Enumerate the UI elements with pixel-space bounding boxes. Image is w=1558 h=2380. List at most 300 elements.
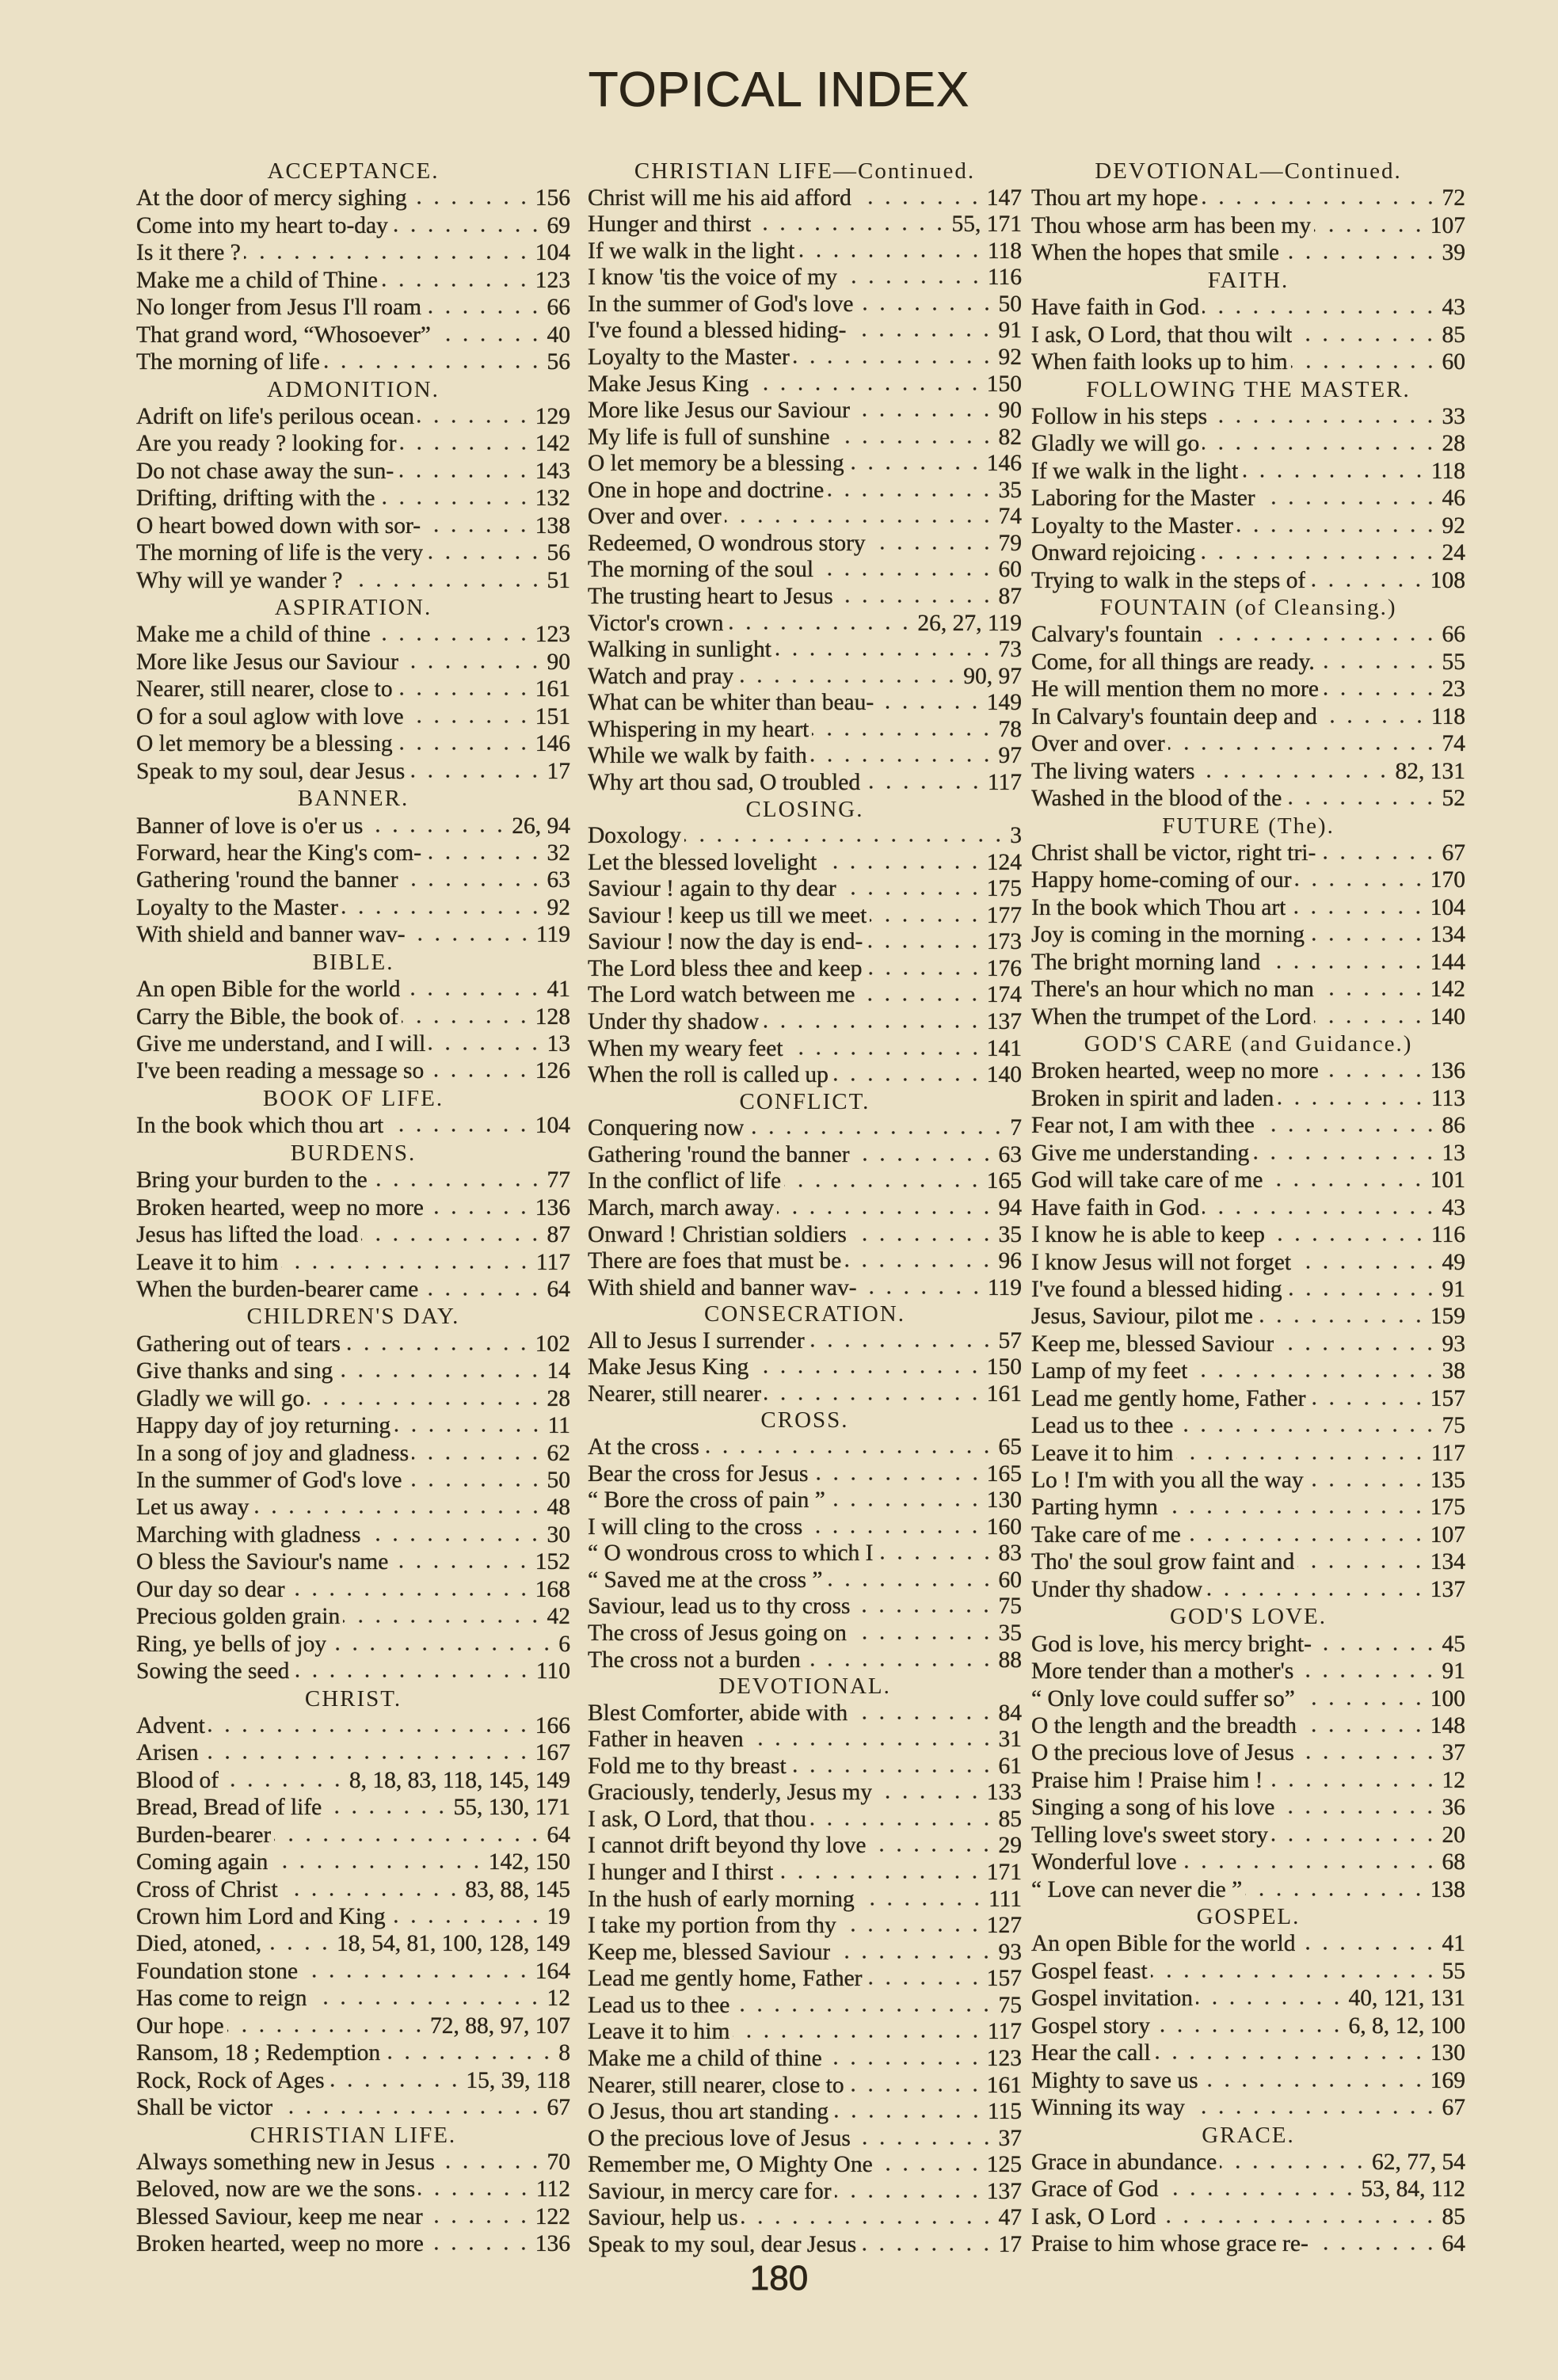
entry-title: I know Jesus will not forget xyxy=(1031,1249,1292,1275)
index-entry xyxy=(136,1222,570,1247)
entry-page-numbers: 104 xyxy=(535,1113,570,1139)
entry-page-numbers: 38 xyxy=(1442,1358,1465,1384)
dot-leader xyxy=(825,2061,984,2066)
entry-title: The cross of Jesus going on xyxy=(588,1620,847,1646)
index-entry xyxy=(588,1195,1022,1220)
section-heading: CLOSING. xyxy=(745,796,864,822)
entry-page-numbers: 47 xyxy=(998,2205,1022,2231)
dot-leader xyxy=(1220,2165,1369,2169)
entry-page-numbers: 85 xyxy=(1442,2203,1465,2230)
entry-page-numbers: 82, 131 xyxy=(1395,758,1465,784)
entry-title: God is love, his mercy bright- xyxy=(1031,1631,1312,1657)
section-heading: ASPIRATION. xyxy=(274,595,432,620)
entry-title: There's an hour which no man xyxy=(1031,977,1314,1003)
entry-page-numbers: 75 xyxy=(998,1992,1022,2018)
entry-title: Why will ye wander ? xyxy=(136,567,343,593)
entry-title: Make Jesus King xyxy=(588,371,749,397)
entry-page-numbers: 35 xyxy=(998,1620,1022,1646)
entry-page-numbers: 6 xyxy=(558,1631,570,1657)
index-entry xyxy=(588,1594,1022,1619)
entry-page-numbers: 53, 84, 112 xyxy=(1361,2176,1465,2203)
index-entry xyxy=(136,2176,570,2202)
entry-page-numbers: 161 xyxy=(535,676,570,703)
entry-page-numbers: 40, 121, 131 xyxy=(1348,1986,1465,2012)
dot-leader xyxy=(762,1024,983,1029)
entry-page-numbers: 136 xyxy=(535,1194,570,1220)
entry-title: Banner of love is o'er us xyxy=(136,813,364,839)
entry-page-numbers: 30 xyxy=(547,1521,570,1548)
entry-page-numbers: 50 xyxy=(547,1468,570,1493)
entry-page-numbers: 65 xyxy=(998,1434,1022,1460)
entry-page-numbers: 146 xyxy=(986,451,1022,477)
dot-leader xyxy=(409,937,533,942)
index-entry xyxy=(136,1795,570,1820)
entry-title: Singing a song of his love xyxy=(1031,1795,1275,1821)
entry-title: Saviour, in mercy care for xyxy=(588,2178,832,2204)
dot-leader xyxy=(787,1051,984,1056)
dot-leader xyxy=(1252,1156,1438,1160)
entry-title: Victor's crown xyxy=(588,610,724,636)
entry-title: Let the blessed lovelight xyxy=(588,849,817,875)
dot-leader xyxy=(364,1537,543,1542)
entry-title: Drifting, drifting with the xyxy=(136,486,375,512)
index-entry xyxy=(588,1993,1022,2018)
entry-title: In Calvary's fountain deep and xyxy=(1031,703,1317,729)
dot-leader xyxy=(389,1919,544,1924)
entry-page-numbers: 41 xyxy=(547,977,570,1003)
entry-page-numbers: 70 xyxy=(547,2149,570,2175)
section-heading: FUTURE (The). xyxy=(1162,813,1335,839)
entry-page-numbers: 166 xyxy=(535,1712,570,1738)
index-entry xyxy=(136,1740,570,1765)
entry-page-numbers: 108 xyxy=(1430,567,1465,593)
index-entry xyxy=(588,1487,1022,1513)
entry-title: All to Jesus I surrender xyxy=(588,1327,805,1354)
dot-leader xyxy=(829,1502,984,1507)
dot-leader xyxy=(394,1428,544,1433)
index-entry xyxy=(588,1275,1022,1300)
dot-leader xyxy=(836,599,996,604)
index-entry xyxy=(1031,649,1465,675)
dot-leader xyxy=(754,227,948,231)
index-entry xyxy=(588,1222,1022,1247)
index-entry xyxy=(1031,1277,1465,1302)
dot-leader xyxy=(425,855,543,860)
entry-page-numbers: 104 xyxy=(535,240,570,266)
dot-leader xyxy=(1206,1592,1427,1597)
dot-leader xyxy=(281,1892,463,1897)
entry-title: I take my portion from thy xyxy=(588,1913,836,1939)
entry-page-numbers: 85 xyxy=(998,1806,1022,1832)
index-entry xyxy=(588,1620,1022,1646)
dot-leader xyxy=(1180,1864,1439,1869)
entry-page-numbers: 62, 77, 54 xyxy=(1372,2149,1465,2175)
index-entry xyxy=(588,398,1022,423)
index-entry xyxy=(136,1250,570,1275)
entry-title: Broken hearted, weep no more xyxy=(1031,1058,1319,1084)
index-entry xyxy=(588,1913,1022,1938)
dot-leader xyxy=(725,519,996,524)
entry-page-numbers: 118 xyxy=(1430,703,1465,729)
dot-leader xyxy=(860,1290,985,1295)
index-entry xyxy=(1031,1549,1465,1575)
dot-leader xyxy=(806,1529,984,1534)
entry-title: Fold me to thy breast xyxy=(588,1753,787,1779)
dot-leader xyxy=(752,387,984,391)
dot-leader xyxy=(741,2220,996,2225)
dot-leader xyxy=(396,746,532,751)
dot-leader xyxy=(869,546,996,550)
entry-page-numbers: 87 xyxy=(547,1222,570,1248)
entry-title: Bring your burden to the xyxy=(136,1167,368,1194)
entry-page-numbers: 151 xyxy=(535,703,570,729)
dot-leader xyxy=(429,1046,543,1051)
entry-page-numbers: 55, 171 xyxy=(951,211,1022,238)
entry-page-numbers: 102 xyxy=(535,1331,570,1357)
dot-leader xyxy=(853,1157,996,1162)
entry-title: Beloved, now are we the sons xyxy=(136,2176,416,2203)
entry-page-numbers: 156 xyxy=(535,185,570,211)
entry-title: Advent xyxy=(136,1712,205,1738)
dot-leader xyxy=(1320,719,1428,724)
dot-leader xyxy=(427,1073,531,1078)
index-entry xyxy=(1031,1713,1465,1738)
dot-leader xyxy=(1285,801,1438,805)
entry-title: Saviour ! now the day is end- xyxy=(588,929,863,955)
index-entry xyxy=(136,1195,570,1220)
index-entry xyxy=(136,1331,570,1357)
entry-title: Have faith in God xyxy=(1031,295,1200,321)
dot-leader xyxy=(1188,2110,1439,2115)
section-heading: FAITH. xyxy=(1207,267,1289,293)
entry-title: In the summer of God's love xyxy=(136,1468,402,1493)
entry-title: Onward ! Christian soldiers xyxy=(588,1221,847,1247)
entry-page-numbers: 24 xyxy=(1442,540,1465,566)
entry-title: Make me a child of thine xyxy=(136,622,371,648)
dot-leader xyxy=(407,719,532,724)
index-entry xyxy=(588,1248,1022,1274)
entry-page-numbers: 136 xyxy=(1430,1058,1465,1084)
entry-title: In the book which thou art xyxy=(136,1113,384,1139)
entry-title: Lo ! I'm with you all the way xyxy=(1031,1468,1304,1493)
index-entry xyxy=(136,1386,570,1411)
entry-page-numbers: 140 xyxy=(1430,1003,1465,1030)
entry-page-numbers: 64 xyxy=(547,1276,570,1302)
entry-title: Redeemed, O wondrous story xyxy=(588,530,866,556)
entry-page-numbers: 26, 27, 119 xyxy=(917,610,1022,636)
dot-leader xyxy=(840,1928,984,1933)
index-entry xyxy=(588,1966,1022,1991)
entry-page-numbers: 97 xyxy=(998,743,1022,769)
entry-title: O Jesus, thou art standing xyxy=(588,2099,829,2125)
dot-leader xyxy=(827,493,995,497)
entry-title: Fear not, I am with thee xyxy=(1031,1113,1255,1139)
entry-page-numbers: 6, 8, 12, 100 xyxy=(1348,2013,1465,2039)
index-entry xyxy=(588,850,1022,875)
entry-title: What can be whiter than beau- xyxy=(588,690,874,716)
dot-leader xyxy=(1289,910,1427,915)
dot-leader xyxy=(1258,1128,1439,1133)
index-column-3 xyxy=(1031,158,1465,2257)
index-entry xyxy=(136,2095,570,2120)
dot-leader xyxy=(1202,446,1438,451)
dot-leader xyxy=(848,466,984,470)
index-entry xyxy=(588,451,1022,476)
entry-page-numbers: 48 xyxy=(547,1495,570,1521)
dot-leader xyxy=(361,1237,543,1242)
index-entry xyxy=(588,504,1022,529)
dot-leader xyxy=(737,679,960,684)
entry-title: “ O wondrous cross to which I xyxy=(588,1540,874,1567)
index-entry xyxy=(588,1540,1022,1566)
entry-title: Doxology xyxy=(588,823,681,849)
entry-title: Do not chase away the sun- xyxy=(136,458,394,484)
entry-page-numbers: 13 xyxy=(547,1031,570,1057)
dot-leader xyxy=(733,2034,984,2039)
entry-page-numbers: 104 xyxy=(1430,894,1465,920)
dot-leader xyxy=(810,758,996,763)
dot-leader xyxy=(1190,1373,1438,1378)
index-entry xyxy=(588,531,1022,556)
entry-page-numbers: 39 xyxy=(1442,240,1465,266)
entry-title: Nearer, still nearer xyxy=(588,1380,762,1407)
entry-page-numbers: 165 xyxy=(986,1168,1022,1194)
entry-title: Leave it to him xyxy=(136,1249,279,1275)
index-entry xyxy=(136,1468,570,1493)
index-column-2 xyxy=(588,158,1022,2257)
entry-page-numbers: 136 xyxy=(535,2231,570,2257)
dot-leader xyxy=(1307,1483,1427,1487)
section-heading: ACCEPTANCE. xyxy=(267,158,440,184)
index-entry xyxy=(1031,1331,1465,1357)
entry-page-numbers: 152 xyxy=(535,1549,570,1575)
entry-title: Gathering out of tears xyxy=(136,1331,341,1357)
entry-title: Whispering in my heart xyxy=(588,716,809,742)
dot-leader xyxy=(844,1263,995,1268)
entry-page-numbers: 96 xyxy=(998,1248,1022,1274)
index-entry xyxy=(136,2150,570,2175)
index-entry xyxy=(588,265,1022,290)
entry-page-numbers: 135 xyxy=(1430,1468,1465,1493)
dot-leader xyxy=(1202,2083,1427,2088)
index-entry xyxy=(1031,786,1465,811)
index-entry xyxy=(588,1062,1022,1087)
index-entry xyxy=(136,1986,570,2011)
entry-title: Saviour, help us xyxy=(588,2205,738,2231)
dot-leader xyxy=(850,1237,996,1242)
entry-title: Crown him Lord and King xyxy=(136,1904,386,1929)
entry-title: Precious golden grain xyxy=(136,1604,341,1630)
dot-leader xyxy=(1318,664,1439,669)
entry-page-numbers: 17 xyxy=(998,2231,1022,2257)
index-entry xyxy=(588,1700,1022,1726)
entry-title: Hunger and thirst xyxy=(588,211,752,238)
entry-title: When the trumpet of the Lord xyxy=(1031,1003,1312,1030)
dot-leader xyxy=(1312,2246,1439,2251)
entry-page-numbers: 137 xyxy=(1430,1576,1465,1602)
entry-title: In the hush of early morning xyxy=(588,1886,855,1912)
dot-leader xyxy=(817,572,995,577)
dot-leader xyxy=(438,2165,544,2169)
index-entry xyxy=(588,238,1022,264)
entry-page-numbers: 123 xyxy=(535,267,570,293)
index-entry xyxy=(136,540,570,565)
entry-page-numbers: 119 xyxy=(535,922,570,948)
entry-title: When the hopes that smile xyxy=(1031,240,1279,266)
index-entry xyxy=(588,2046,1022,2071)
index-entry xyxy=(136,1167,570,1193)
dot-leader xyxy=(383,2055,555,2060)
entry-page-numbers: 91 xyxy=(998,318,1022,344)
dot-leader xyxy=(402,1019,532,1024)
entry-title: Blest Comforter, abide with xyxy=(588,1700,848,1726)
entry-page-numbers: 130 xyxy=(986,1487,1022,1514)
entry-page-numbers: 3 xyxy=(1010,823,1022,849)
entry-page-numbers: 26, 94 xyxy=(512,813,570,839)
entry-page-numbers: 18, 54, 81, 100, 128, 149 xyxy=(337,1931,570,1957)
dot-leader xyxy=(1282,255,1439,260)
dot-leader xyxy=(1267,1783,1439,1788)
entry-page-numbers: 60 xyxy=(1442,349,1465,375)
index-entry xyxy=(588,1009,1022,1034)
dot-leader xyxy=(371,1182,544,1187)
dot-leader xyxy=(1210,419,1438,424)
entry-page-numbers: 67 xyxy=(547,2095,570,2121)
entry-title: Wonderful love xyxy=(1031,1849,1177,1875)
entry-page-numbers: 67 xyxy=(1442,840,1465,866)
index-entry xyxy=(588,1328,1022,1354)
dot-leader xyxy=(790,1769,996,1773)
entry-page-numbers: 140 xyxy=(986,1062,1022,1088)
dot-leader xyxy=(812,732,995,737)
index-entry xyxy=(136,268,570,293)
index-entry xyxy=(1031,2176,1465,2202)
section-heading: CROSS. xyxy=(760,1407,849,1434)
index-entry xyxy=(136,1658,570,1684)
section-heading: BIBLE. xyxy=(312,949,394,975)
entry-page-numbers: 161 xyxy=(986,2072,1022,2098)
index-entry xyxy=(136,1113,570,1138)
entry-page-numbers: 118 xyxy=(987,238,1022,264)
index-entry xyxy=(1031,459,1465,484)
index-entry xyxy=(1031,1222,1465,1247)
index-entry xyxy=(588,557,1022,582)
index-entry xyxy=(1031,1167,1465,1193)
entry-page-numbers: 8 xyxy=(558,2040,570,2066)
entry-title: I will cling to the cross xyxy=(588,1514,803,1540)
dot-leader xyxy=(840,891,984,896)
entry-page-numbers: 19 xyxy=(547,1904,570,1929)
entry-page-numbers: 20 xyxy=(1442,1822,1465,1848)
index-entry xyxy=(1031,1468,1465,1493)
index-entry xyxy=(1031,676,1465,702)
entry-title: My life is full of sunshine xyxy=(588,424,830,450)
entry-page-numbers: 142 xyxy=(535,431,570,457)
dot-leader xyxy=(793,360,996,364)
entry-title: Marching with gladness xyxy=(136,1521,361,1548)
dot-leader xyxy=(1196,2001,1345,2005)
entry-title: Lead me gently home, Father xyxy=(1031,1385,1306,1411)
entry-page-numbers: 169 xyxy=(1430,2067,1465,2093)
entry-page-numbers: 29 xyxy=(998,1833,1022,1859)
index-entry xyxy=(136,1768,570,1793)
entry-title: Conquering now xyxy=(588,1115,745,1141)
index-entry xyxy=(588,929,1022,954)
page-title: TOPICAL INDEX xyxy=(588,63,970,117)
dot-leader xyxy=(812,1476,984,1481)
entry-title: Over and over xyxy=(1031,731,1165,757)
dot-leader xyxy=(427,1210,532,1215)
page-number: 180 xyxy=(749,2259,809,2298)
dot-leader xyxy=(775,652,996,657)
dot-leader xyxy=(833,1955,995,1959)
entry-title: Sowing the seed xyxy=(136,1658,290,1685)
dot-leader xyxy=(863,785,985,790)
index-entry xyxy=(588,770,1022,795)
entry-page-numbers: 55 xyxy=(1442,649,1465,675)
index-entry xyxy=(136,1849,570,1875)
dot-leader xyxy=(366,828,509,833)
entry-page-numbers: 84 xyxy=(998,1700,1022,1726)
dot-leader xyxy=(1259,501,1439,505)
entry-title: When my weary feet xyxy=(588,1035,783,1061)
entry-title: Broken hearted, weep no more xyxy=(136,2231,424,2257)
dot-leader xyxy=(1202,1210,1438,1215)
index-entry xyxy=(1031,867,1465,893)
dot-leader xyxy=(833,440,996,444)
index-column-1 xyxy=(136,158,570,2257)
dot-leader xyxy=(397,474,532,478)
entry-title: Loyalty to the Master xyxy=(1031,512,1233,539)
entry-title: Burden-bearer xyxy=(136,1822,272,1848)
entry-page-numbers: 150 xyxy=(986,371,1022,397)
entry-title: Why art thou sad, O troubled xyxy=(588,769,861,795)
dot-leader xyxy=(1266,1182,1427,1187)
entry-page-numbers: 147 xyxy=(986,185,1022,211)
entry-title: Jesus has lifted the load xyxy=(136,1222,359,1248)
section-heading: ADMONITION. xyxy=(267,376,440,402)
dot-leader xyxy=(412,1456,543,1460)
entry-page-numbers: 91 xyxy=(1442,1276,1465,1302)
entry-page-numbers: 52 xyxy=(1442,786,1465,812)
entry-page-numbers: 123 xyxy=(986,2045,1022,2071)
entry-title: Calvary's fountain xyxy=(1031,622,1202,648)
dot-leader xyxy=(426,555,543,560)
index-entry xyxy=(136,513,570,539)
index-entry xyxy=(136,1822,570,1848)
entry-title: Bread, Bread of life xyxy=(136,1795,322,1821)
entry-page-numbers: 138 xyxy=(1430,1876,1465,1902)
dot-leader xyxy=(424,528,532,533)
dot-leader xyxy=(870,918,983,923)
index-entry xyxy=(136,731,570,756)
dot-leader xyxy=(410,200,532,205)
entry-page-numbers: 117 xyxy=(1430,1440,1465,1466)
entry-page-numbers: 141 xyxy=(986,1035,1022,1061)
entry-title: The morning of life xyxy=(136,349,320,375)
entry-title: Cross of Christ xyxy=(136,1876,278,1902)
entry-title: While we walk by faith xyxy=(588,743,807,769)
dot-leader xyxy=(288,1592,532,1597)
entry-page-numbers: 37 xyxy=(1442,1740,1465,1766)
section-heading: FOUNTAIN (of Cleansing.) xyxy=(1099,595,1397,620)
index-entry xyxy=(136,213,570,238)
dot-leader xyxy=(1297,1674,1438,1678)
index-entry xyxy=(136,1277,570,1302)
dot-leader xyxy=(1198,555,1438,560)
index-entry xyxy=(588,318,1022,343)
dot-leader xyxy=(798,253,985,258)
